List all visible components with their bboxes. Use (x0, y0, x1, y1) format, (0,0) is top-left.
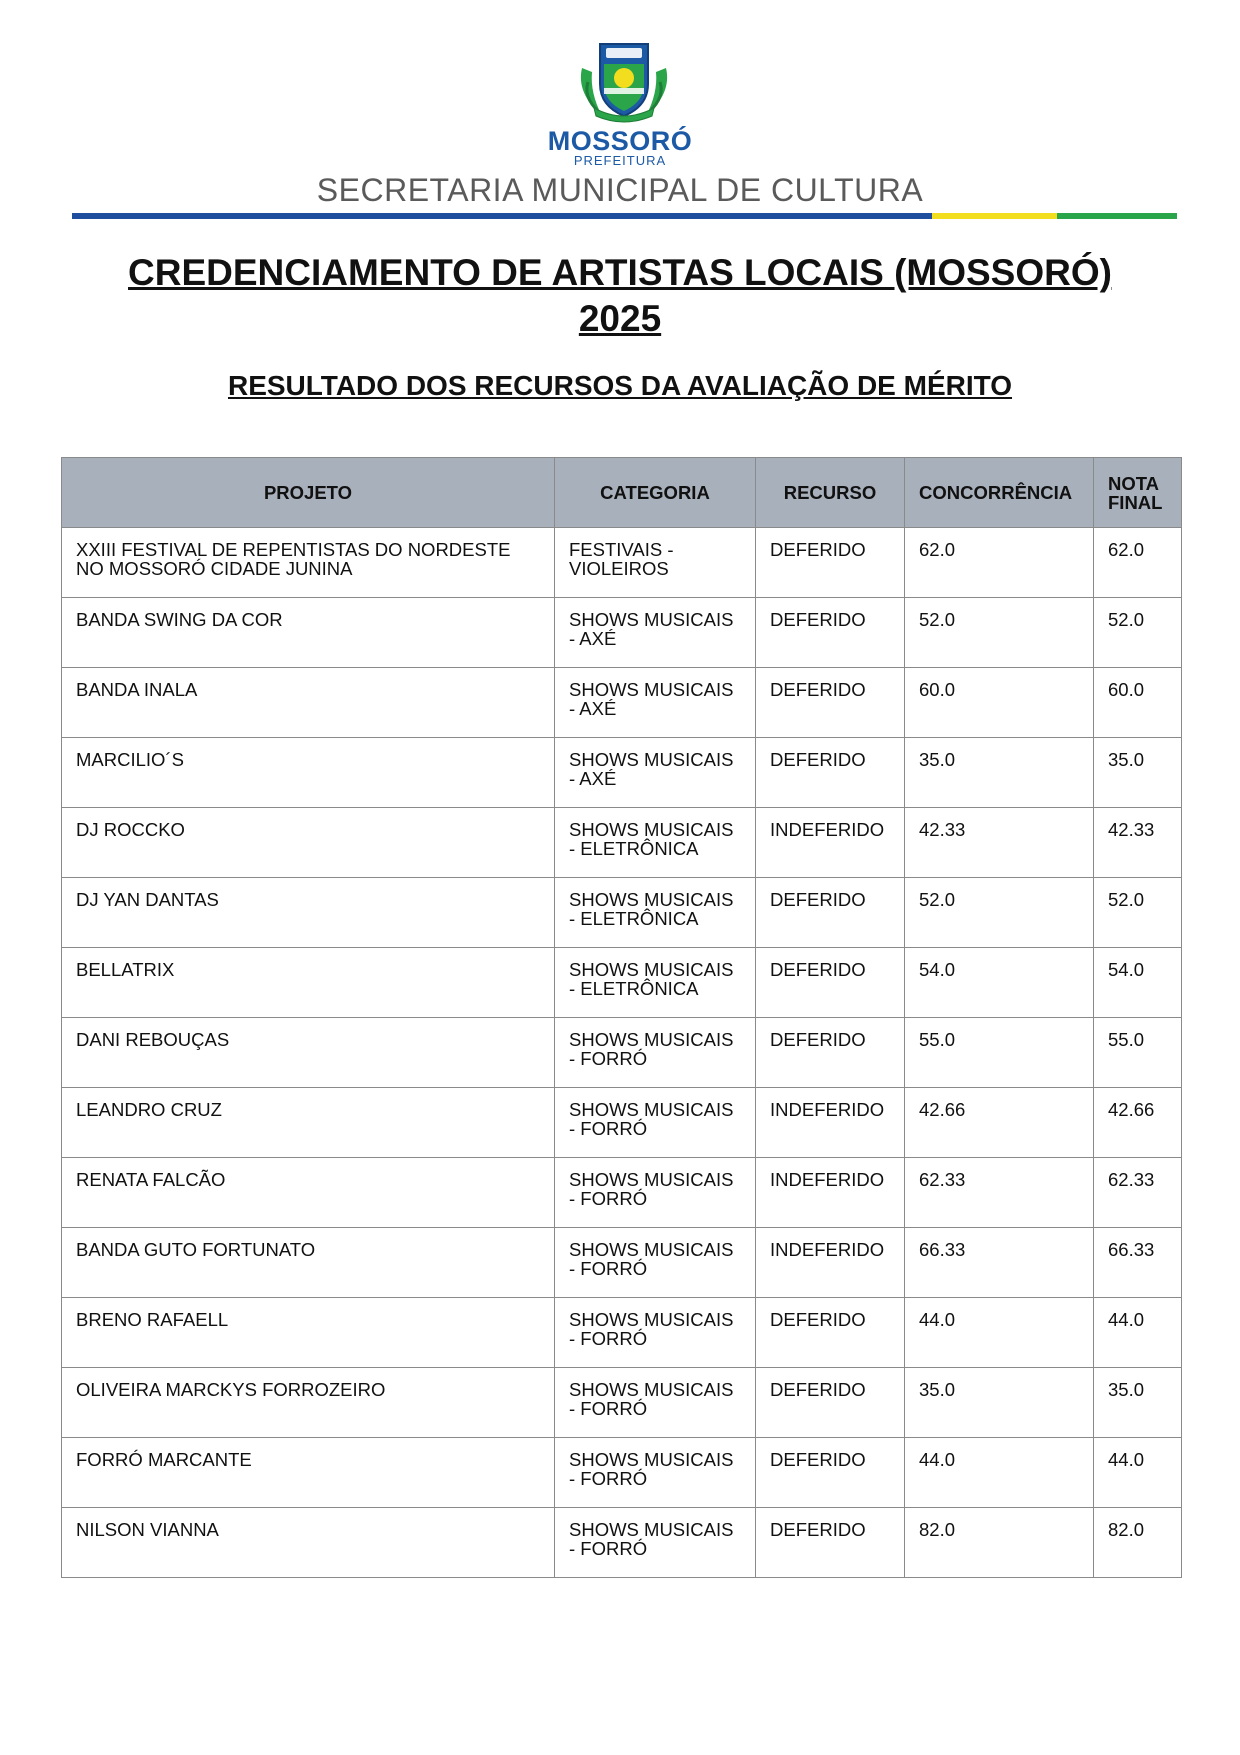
cell-categoria: SHOWS MUSICAIS - ELETRÔNICA (555, 878, 756, 948)
cell-concorrencia: 44.0 (905, 1298, 1094, 1368)
brand-subtitle: PREFEITURA (573, 153, 667, 168)
document-subtitle: RESULTADO DOS RECURSOS DA AVALIAÇÃO DE MÉRITO (227, 370, 1013, 401)
cell-projeto: DJ YAN DANTAS (62, 878, 555, 948)
title-line-1: CREDENCIAMENTO DE ARTISTAS LOCAIS (MOSSORÓ) (128, 252, 1112, 293)
cell-nota-final: 66.33 (1094, 1228, 1182, 1298)
cell-categoria: SHOWS MUSICAIS - ELETRÔNICA (555, 808, 756, 878)
header-recurso: RECURSO (756, 458, 905, 528)
table-row (62, 1158, 1182, 1228)
table-row (62, 738, 1182, 808)
cell-nota-final: 82.0 (1094, 1508, 1182, 1578)
cell-recurso: INDEFERIDO (756, 1158, 905, 1228)
cell-concorrencia: 55.0 (905, 1018, 1094, 1088)
city-coat-of-arms-logo (572, 38, 676, 124)
cell-nota-final: 55.0 (1094, 1018, 1182, 1088)
cell-projeto: BANDA SWING DA COR (62, 598, 555, 668)
cell-nota-final: 52.0 (1094, 598, 1182, 668)
cell-nota-final: 44.0 (1094, 1438, 1182, 1508)
cell-recurso: DEFERIDO (756, 948, 905, 1018)
cell-nota-final: 60.0 (1094, 668, 1182, 738)
cell-recurso: INDEFERIDO (756, 808, 905, 878)
cell-categoria: SHOWS MUSICAIS - FORRÓ (555, 1368, 756, 1438)
table-row (62, 878, 1182, 948)
cell-nota-final: 54.0 (1094, 948, 1182, 1018)
cell-nota-final: 62.0 (1094, 528, 1182, 598)
header-stripe-blue (72, 213, 932, 219)
cell-categoria: SHOWS MUSICAIS - FORRÓ (555, 1088, 756, 1158)
cell-categoria: SHOWS MUSICAIS - FORRÓ (555, 1298, 756, 1368)
cell-concorrencia: 62.0 (905, 528, 1094, 598)
cell-nota-final: 35.0 (1094, 738, 1182, 808)
header-stripe-yellow (932, 213, 1057, 219)
cell-projeto: BELLATRIX (62, 948, 555, 1018)
cell-concorrencia: 52.0 (905, 598, 1094, 668)
cell-categoria: SHOWS MUSICAIS - AXÉ (555, 598, 756, 668)
table-row (62, 668, 1182, 738)
cell-categoria: SHOWS MUSICAIS - ELETRÔNICA (555, 948, 756, 1018)
header-categoria: CATEGORIA (555, 458, 756, 528)
cell-recurso: INDEFERIDO (756, 1228, 905, 1298)
cell-categoria: SHOWS MUSICAIS - FORRÓ (555, 1508, 756, 1578)
cell-recurso: INDEFERIDO (756, 1088, 905, 1158)
cell-categoria: SHOWS MUSICAIS - AXÉ (555, 668, 756, 738)
cell-nota-final: 35.0 (1094, 1368, 1182, 1438)
table-row (62, 1228, 1182, 1298)
department-name: SECRETARIA MUNICIPAL DE CULTURA (316, 172, 924, 208)
cell-recurso: DEFERIDO (756, 1508, 905, 1578)
cell-nota-final: 62.33 (1094, 1158, 1182, 1228)
cell-recurso: DEFERIDO (756, 1298, 905, 1368)
cell-categoria: SHOWS MUSICAIS - FORRÓ (555, 1018, 756, 1088)
cell-recurso: DEFERIDO (756, 1018, 905, 1088)
table-row (62, 598, 1182, 668)
cell-projeto: LEANDRO CRUZ (62, 1088, 555, 1158)
cell-recurso: DEFERIDO (756, 1368, 905, 1438)
cell-concorrencia: 35.0 (905, 738, 1094, 808)
document-header (0, 0, 1240, 230)
table-body (62, 528, 1182, 1578)
cell-recurso: DEFERIDO (756, 598, 905, 668)
results-table (61, 457, 1182, 1578)
cell-recurso: DEFERIDO (756, 878, 905, 948)
cell-projeto: OLIVEIRA MARCKYS FORROZEIRO (62, 1368, 555, 1438)
cell-projeto: MARCILIO´S (62, 738, 555, 808)
cell-concorrencia: 60.0 (905, 668, 1094, 738)
cell-concorrencia: 52.0 (905, 878, 1094, 948)
title-line-2: 2025 (578, 298, 662, 339)
cell-categoria: SHOWS MUSICAIS - AXÉ (555, 738, 756, 808)
cell-recurso: DEFERIDO (756, 528, 905, 598)
table-row (62, 1508, 1182, 1578)
cell-nota-final: 42.33 (1094, 808, 1182, 878)
cell-projeto: XXIII FESTIVAL DE REPENTISTAS DO NORDESTE NO MOSSORÓ CIDADE JUNINA (62, 528, 555, 598)
cell-projeto: BRENO RAFAELL (62, 1298, 555, 1368)
cell-categoria: FESTIVAIS - VIOLEIROS (555, 528, 756, 598)
table-header-row (62, 458, 1182, 528)
cell-concorrencia: 82.0 (905, 1508, 1094, 1578)
cell-projeto: BANDA GUTO FORTUNATO (62, 1228, 555, 1298)
cell-concorrencia: 62.33 (905, 1158, 1094, 1228)
cell-categoria: SHOWS MUSICAIS - FORRÓ (555, 1228, 756, 1298)
cell-concorrencia: 42.33 (905, 808, 1094, 878)
cell-recurso: DEFERIDO (756, 668, 905, 738)
table-row (62, 948, 1182, 1018)
cell-projeto: RENATA FALCÃO (62, 1158, 555, 1228)
table-row (62, 1298, 1182, 1368)
table-row (62, 1368, 1182, 1438)
cell-nota-final: 44.0 (1094, 1298, 1182, 1368)
cell-categoria: SHOWS MUSICAIS - FORRÓ (555, 1438, 756, 1508)
table-row (62, 1088, 1182, 1158)
table-row (62, 1018, 1182, 1088)
cell-projeto: NILSON VIANNA (62, 1508, 555, 1578)
cell-concorrencia: 54.0 (905, 948, 1094, 1018)
table-row (62, 528, 1182, 598)
cell-categoria: SHOWS MUSICAIS - FORRÓ (555, 1158, 756, 1228)
cell-projeto: DJ ROCCKO (62, 808, 555, 878)
cell-concorrencia: 44.0 (905, 1438, 1094, 1508)
cell-concorrencia: 66.33 (905, 1228, 1094, 1298)
cell-recurso: DEFERIDO (756, 1438, 905, 1508)
cell-nota-final: 52.0 (1094, 878, 1182, 948)
cell-projeto: FORRÓ MARCANTE (62, 1438, 555, 1508)
cell-projeto: BANDA INALA (62, 668, 555, 738)
table-row (62, 808, 1182, 878)
document-title (60, 250, 1180, 342)
cell-concorrencia: 35.0 (905, 1368, 1094, 1438)
brand-name: MOSSORÓ (547, 126, 693, 156)
header-concorrencia: CONCORRÊNCIA (905, 458, 1094, 528)
header-nota-final: NOTA FINAL (1094, 458, 1182, 528)
header-projeto: PROJETO (62, 458, 555, 528)
cell-concorrencia: 42.66 (905, 1088, 1094, 1158)
cell-nota-final: 42.66 (1094, 1088, 1182, 1158)
cell-recurso: DEFERIDO (756, 738, 905, 808)
cell-projeto: DANI REBOUÇAS (62, 1018, 555, 1088)
header-stripe-green (1057, 213, 1177, 219)
table-row (62, 1438, 1182, 1508)
